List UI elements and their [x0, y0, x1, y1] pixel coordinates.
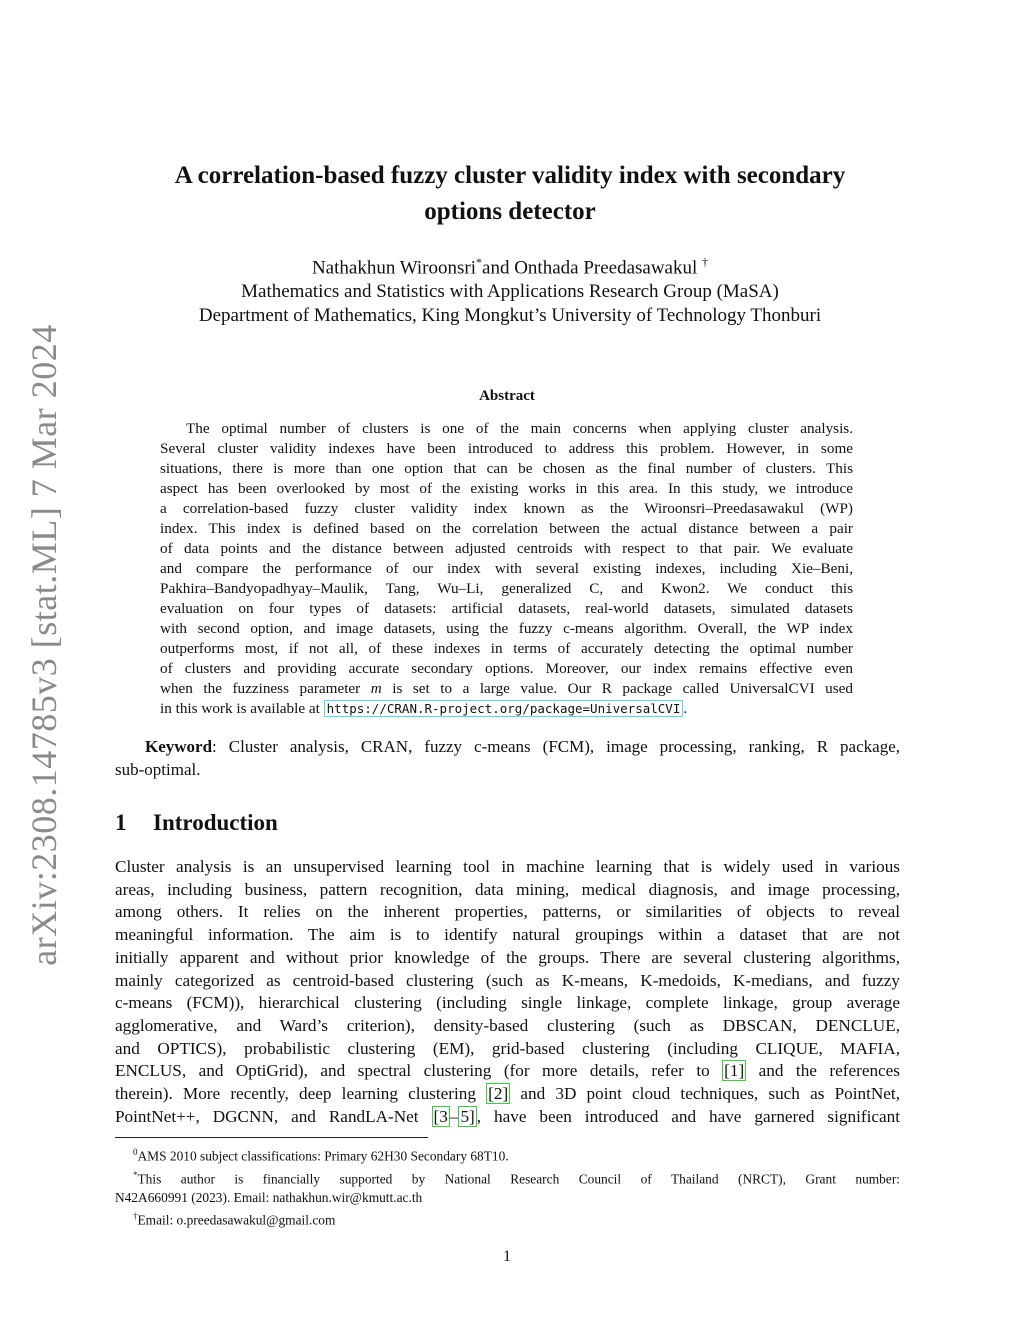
abstract-line: The optimal number of clusters is one of the main concerns when applying cluster analysis.	[186, 420, 853, 437]
footnote-mark: 0	[133, 1147, 138, 1157]
keywords-text: : Cluster analysis, CRAN, fuzzy c-means (FCM), image processing, ranking, R package,	[212, 737, 900, 756]
body-line: meaningful information. The aim is to identify natural groupings within a dataset that are not	[115, 925, 900, 945]
abstract-heading: Abstract	[479, 388, 535, 404]
affiliation-1: Mathematics and Statistics with Applications Research Group (MaSA)	[241, 281, 779, 303]
author-line	[130, 250, 890, 280]
abstract-line: aspect has been overlooked by most of the existing works in this area. In this study, we introduce	[160, 480, 853, 497]
body-text: PointNet++, DGCNN, and RandLA-Net	[115, 1106, 432, 1126]
body-line: areas, including business, pattern recognition, data mining, medical diagnosis, and image processing,	[115, 879, 900, 899]
body-line: mainly categorized as centroid-based clustering (such as K-means, K-medoids, K-medians, and fuzzy	[115, 970, 900, 990]
abstract-line: index. This index is defined based on the correlation between the actual distance between a pair	[160, 520, 853, 537]
footnote-email	[115, 1207, 900, 1230]
arxiv-sidebar	[0, 0, 90, 1325]
footnote-ams	[115, 1143, 900, 1166]
section-number: 1	[115, 810, 127, 835]
body-line	[115, 1106, 900, 1129]
author-1: Nathakhun Wiroonsri	[311, 257, 477, 279]
section-heading	[115, 810, 278, 836]
footnote-mark: *	[133, 1169, 138, 1180]
abstract-text: is set to a large value. Our R package called UniversalCVI used	[381, 680, 853, 697]
body-line: c-means (FCM)), hierarchical clustering (including single linkage, complete linkage, group average	[115, 993, 900, 1013]
body-text: therein). More recently, deep learning clustering	[115, 1084, 487, 1104]
body-line	[115, 1083, 900, 1106]
author-2: Onthada Preedasawakul	[514, 257, 703, 279]
abstract-line: with second option, and image datasets, using the fuzzy c-means algorithm. Overall, the WP index	[160, 620, 853, 637]
page-number: 1	[503, 1248, 511, 1265]
body-line	[115, 1060, 900, 1083]
author-2-footnote-mark: †	[702, 255, 709, 269]
keywords-line: sub-optimal.	[115, 760, 201, 779]
footnote-text: This author is financially supported by National Research Council of Thailand (NRCT), Grant number:	[137, 1171, 900, 1187]
abstract-text: in this work is available at	[160, 700, 324, 717]
footnote-text: Email: o.preedasawakul@gmail.com	[137, 1212, 336, 1228]
body-line: Cluster analysis is an unsupervised learning tool in machine learning that is widely used in various	[115, 857, 900, 876]
footnote-mark: †	[133, 1211, 138, 1222]
author-connector: and	[482, 257, 515, 279]
keywords-line	[115, 735, 900, 758]
affiliation-2: Department of Mathematics, King Mongkut’s University of Technology Thonburi	[198, 305, 822, 327]
cran-package-link[interactable]: https://CRAN.R-project.org/package=UniversalCVI	[324, 700, 684, 717]
introduction-body	[115, 856, 900, 1128]
footnote-divider	[115, 1137, 428, 1138]
body-line: among others. It relies on the inherent properties, patterns, or similarities of objects to reveal	[115, 902, 900, 922]
abstract-line	[160, 699, 853, 719]
body-text: , have been introduced and have garnered significant	[476, 1106, 900, 1126]
paper-title	[130, 158, 890, 230]
body-text: and 3D point cloud techniques, such as PointNet,	[510, 1084, 900, 1104]
abstract-line: Several cluster validity indexes have been introduced to address this problem. However, in some	[160, 440, 853, 457]
author-1-footnote-mark: *	[476, 255, 483, 269]
abstract-line: of clusters and providing accurate secondary options. Moreover, our index remains effective even	[160, 660, 853, 677]
abstract-line: a correlation-based fuzzy cluster validity index known as the Wiroonsri–Preedasawakul (WP)	[160, 500, 853, 517]
body-text: ENCLUS, and OptiGrid), and spectral clustering (for more details, refer to	[115, 1061, 723, 1081]
abstract-line: Pakhira–Bandyopadhyay–Maulik, Tang, Wu–Li, generalized C, and Kwon2. We conduct this	[160, 580, 853, 597]
citation-link[interactable]: [3	[433, 1106, 448, 1126]
title-line-2: options detector	[424, 198, 596, 225]
keywords-block	[115, 735, 900, 781]
footnote-funding-continued: N42A660991 (2023). Email: nathakhun.wir@kmutt.ac.th	[115, 1189, 423, 1205]
abstract-text: .	[683, 700, 688, 717]
body-line: initially apparent and without prior knowledge of the groups. There are several clustering algorithms,	[115, 947, 900, 967]
keywords-label: Keyword	[145, 737, 213, 756]
abstract-line	[160, 679, 853, 699]
abstract-line: of data points and the distance between adjusted centroids with respect to that pair. We evaluate	[160, 540, 853, 557]
footnote-funding	[115, 1166, 900, 1189]
abstract-line: outperforms most, if not all, of these indexes in terms of accurately detecting the optimal number	[160, 640, 853, 657]
title-line-1: A correlation-based fuzzy cluster validity index with secondary	[174, 162, 846, 189]
abstract-line: evaluation on four types of datasets: artificial datasets, real-world datasets, simulated datasets	[160, 600, 853, 617]
author-block	[130, 250, 890, 328]
citation-link[interactable]: 5]	[460, 1106, 475, 1126]
section-title: Introduction	[153, 810, 278, 835]
body-text: and the references	[746, 1061, 900, 1081]
arxiv-identifier: arXiv:2308.14785v3 [stat.ML] 7 Mar 2024	[24, 324, 64, 966]
footnotes	[115, 1143, 900, 1230]
abstract-body	[160, 419, 853, 719]
abstract-text: when the fuzziness parameter	[160, 680, 371, 697]
citation-range-dash: –	[449, 1106, 459, 1126]
body-line: agglomerative, and Ward’s criterion), density-based clustering (such as DBSCAN, DENCLUE,	[115, 1015, 900, 1035]
math-symbol-m: m	[370, 680, 382, 697]
citation-link[interactable]: [2]	[488, 1084, 509, 1104]
body-line: and OPTICS), probabilistic clustering (EM), grid-based clustering (including CLIQUE, MAFIA,	[115, 1038, 900, 1058]
abstract-line: situations, there is more than one option that can be chosen as the final number of clusters. This	[160, 460, 853, 477]
citation-link[interactable]: [1]	[724, 1061, 745, 1081]
abstract-line: and compare the performance of our index with several existing indexes, including Xie–Beni,	[160, 560, 853, 577]
footnote-text: AMS 2010 subject classifications: Primary 62H30 Secondary 68T10.	[137, 1148, 509, 1164]
